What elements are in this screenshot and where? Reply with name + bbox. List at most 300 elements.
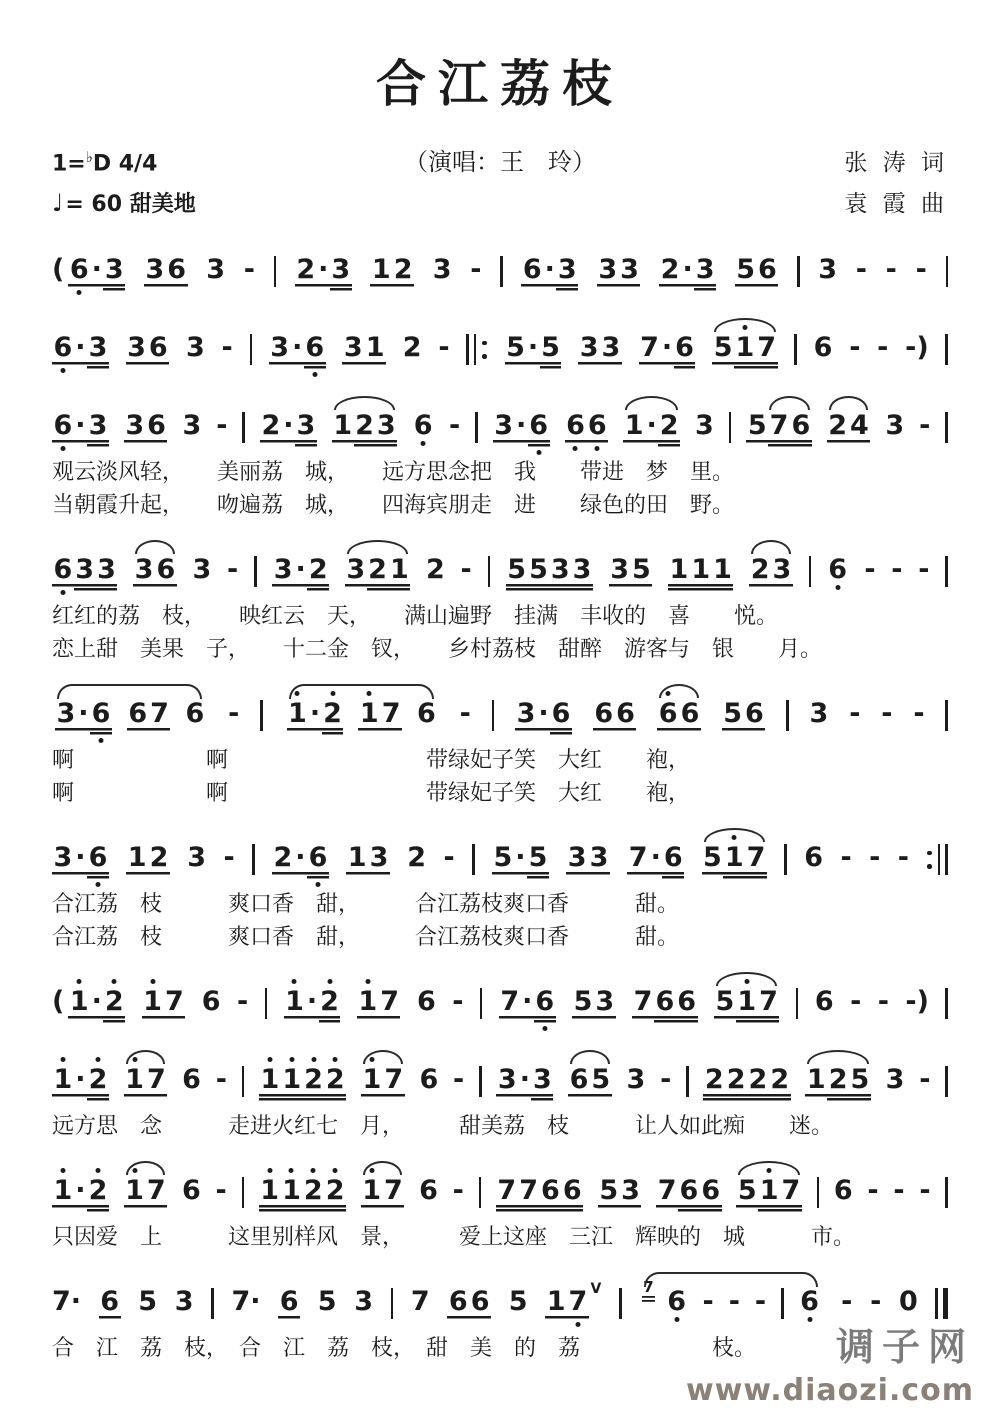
note: 2: [87, 1177, 109, 1219]
note: 7: [627, 844, 649, 886]
note: 5: [590, 1066, 612, 1108]
octave-dot-below: [536, 450, 541, 455]
note: ·: [521, 988, 534, 1030]
note: ·: [291, 334, 304, 376]
note-group: [284, 988, 341, 1030]
octave-dot-above: [77, 979, 82, 984]
slur-group: [52, 700, 207, 742]
note: 3: [496, 1066, 518, 1108]
note: 3: [566, 844, 588, 886]
token-cluster: [52, 988, 125, 1030]
system-2: [52, 314, 948, 378]
note: 5: [506, 556, 528, 598]
meta-row-2: [52, 185, 948, 218]
note: 1: [52, 1177, 74, 1219]
note: 3: [432, 254, 452, 285]
octave-dot-above: [333, 1168, 338, 1173]
note: ·: [74, 844, 87, 886]
octave-dot-above: [311, 1057, 316, 1062]
note: 6: [790, 412, 812, 454]
note: 1: [758, 1177, 780, 1219]
note: 6: [561, 1177, 583, 1219]
barline: [945, 988, 948, 1019]
note-group: [287, 700, 344, 742]
octave-dot-below: [95, 882, 100, 887]
note: 5: [735, 256, 757, 298]
barline: [488, 556, 491, 587]
octave-dot-above: [292, 979, 297, 984]
note: 3: [619, 256, 641, 298]
note: 3: [609, 556, 631, 598]
note: ·: [74, 1177, 87, 1219]
note: 6: [550, 700, 572, 742]
note-group: [260, 412, 317, 454]
note: 3: [133, 556, 155, 598]
duration-dash: -: [881, 698, 893, 729]
note: 2: [367, 556, 389, 598]
note: 2: [148, 844, 170, 886]
note: 2: [658, 412, 680, 454]
barline: [817, 1177, 820, 1208]
note-group-slurred: [749, 556, 793, 598]
octave-dot-below: [835, 585, 840, 590]
note: 3: [549, 556, 571, 598]
note-group: [566, 844, 610, 886]
lyrics-line: 啊 啊 带绿妃子笑 大红 袍，: [52, 781, 691, 806]
octave-dot-above: [732, 835, 737, 840]
barline: [784, 844, 787, 875]
note: ·: [660, 334, 673, 376]
note-group: [99, 1288, 121, 1330]
octave-dot-above: [289, 1057, 294, 1062]
barline: [474, 334, 477, 365]
note-text: -): [905, 332, 929, 363]
note-group: [357, 988, 401, 1030]
octave-dot-above: [60, 1057, 65, 1062]
duration-dash: -: [460, 554, 472, 585]
note: ·: [74, 334, 87, 376]
duration-dash: -: [849, 332, 861, 363]
barline: [480, 988, 483, 1019]
barline: [242, 412, 245, 443]
note: 3: [126, 334, 148, 376]
octave-dot-above: [95, 1057, 100, 1062]
octave-dot-above: [767, 1168, 772, 1173]
note: 3: [187, 842, 207, 873]
note: 2: [322, 700, 344, 742]
note: 7: [145, 1177, 167, 1219]
note-group: [55, 700, 112, 742]
octave-dot-above: [112, 979, 117, 984]
watermark-site-name: 调子网: [835, 1325, 974, 1369]
music-line: [52, 1157, 948, 1221]
octave-dot-above: [267, 1168, 272, 1173]
note-group-slurred: [805, 1066, 870, 1108]
duration-dash: -: [919, 410, 931, 441]
duration-dash: -: [228, 698, 240, 729]
note-group: [593, 700, 637, 742]
barline: [250, 334, 253, 365]
note-group: [703, 1066, 790, 1108]
duration-dash: -: [438, 332, 450, 363]
note: 6: [419, 1064, 439, 1095]
note: 6: [744, 700, 766, 742]
note: 3: [182, 410, 202, 441]
note: 3: [52, 844, 74, 886]
note: 3: [330, 256, 352, 298]
duration-dash: -: [855, 254, 867, 285]
octave-dot-below: [98, 738, 103, 743]
note: ·: [317, 256, 330, 298]
note: 3: [272, 556, 294, 598]
note-text: (: [52, 986, 65, 1017]
note: 3: [55, 700, 77, 742]
note-group: [52, 334, 109, 376]
note: 6: [417, 698, 436, 729]
duration-dash: -: [216, 410, 228, 441]
note: 3: [809, 698, 829, 729]
note: 7·: [52, 1286, 82, 1317]
duration-dash: -: [893, 1175, 905, 1206]
note: 7: [656, 1177, 678, 1219]
lyrics-line: 合江荔 枝 爽口香 甜， 合江荔枝爽口香 甜。: [52, 925, 680, 950]
flat-icon: ♭: [85, 147, 93, 166]
barline: [475, 412, 478, 443]
barline: [809, 556, 812, 587]
repeat-end-barline: [926, 844, 948, 875]
octave-dot-below: [595, 446, 600, 451]
note: 5: [540, 334, 562, 376]
octave-dot-above: [744, 979, 749, 984]
note-group: [272, 844, 329, 886]
note-group: [545, 1288, 589, 1330]
note: 2: [103, 988, 125, 1030]
note: 3: [375, 412, 397, 454]
note: 6: [534, 988, 556, 1030]
barline: [945, 412, 948, 443]
octave-dot-above: [742, 325, 747, 330]
lyrics-line: 远方思 念 走进火红七 月， 甜美荔 枝 让人如此痴 迷。: [52, 1114, 834, 1139]
note-group-slurred: [361, 1177, 405, 1219]
note: 3: [818, 254, 838, 285]
octave-dot-below: [807, 1317, 812, 1322]
note: 3: [345, 556, 367, 598]
duration-dash: -: [841, 1286, 853, 1317]
octave-dot-above: [369, 1168, 374, 1173]
note: 1: [346, 844, 368, 886]
note: 3: [493, 412, 515, 454]
note: 5: [317, 1286, 337, 1317]
note: 2: [295, 256, 317, 298]
note: 2: [407, 842, 427, 873]
duration-dash: -: [840, 842, 852, 873]
note: 2: [769, 1066, 791, 1108]
note-text: (: [52, 254, 65, 285]
note-group-slurred: [133, 556, 177, 598]
note: 6: [586, 412, 608, 454]
duration-dash: -: [885, 254, 897, 285]
note-group: [565, 412, 609, 454]
note: ·: [308, 700, 321, 742]
note: 2: [392, 256, 414, 298]
note: 1: [259, 1066, 281, 1108]
note: 6: [676, 988, 698, 1030]
note: 6: [52, 412, 74, 454]
note-group-slurred: [657, 700, 701, 742]
barline: [796, 988, 799, 1019]
barline: [500, 256, 503, 287]
music-line: [52, 1046, 948, 1110]
note-group: [722, 700, 766, 742]
note: 1: [142, 988, 164, 1030]
note-group: [666, 1288, 688, 1330]
note: 1: [259, 1177, 281, 1219]
music-line: [52, 968, 948, 1032]
note: 3: [87, 412, 109, 454]
octave-dot-above: [367, 691, 372, 696]
note: ·: [305, 988, 318, 1030]
duration-dash: -: [919, 1175, 931, 1206]
note-group: [505, 334, 562, 376]
note-group: [735, 256, 779, 298]
note: 6: [416, 986, 436, 1017]
lyrics-line: 恋上甜 美果 子， 十二金 钗， 乡村荔枝 甜醉 游客与 银 月。: [52, 637, 823, 662]
note: 6: [540, 1177, 562, 1219]
note: 1: [357, 988, 379, 1030]
note: 6: [304, 334, 326, 376]
barline: [797, 256, 800, 287]
quarter-note-icon: ♩: [52, 189, 64, 217]
note: 2: [827, 412, 849, 454]
barline: [946, 256, 949, 287]
note: 6: [678, 1177, 700, 1219]
note: 3: [103, 256, 125, 298]
note-group: [639, 334, 696, 376]
duration-dash: -: [452, 1175, 464, 1206]
note: 5: [746, 412, 768, 454]
note-group: [659, 256, 716, 298]
duration-dash: -: [869, 842, 881, 873]
note: 6: [469, 1288, 491, 1330]
note-group-slurred: [124, 1066, 168, 1108]
key-prefix: 1=: [52, 151, 86, 176]
octave-dot-above: [295, 691, 300, 696]
note: 3: [626, 1064, 646, 1095]
duration-dash: -: [915, 254, 927, 285]
note-group: [52, 412, 109, 454]
note: 6: [99, 1288, 121, 1330]
song-title: 合江荔枝: [376, 54, 624, 113]
octave-dot-above: [95, 1168, 100, 1173]
note: 5: [598, 1177, 620, 1219]
duration-dash: -: [891, 554, 903, 585]
system-8: [52, 1046, 948, 1143]
music-line: [52, 536, 948, 600]
breath-mark: V: [590, 1281, 602, 1297]
note: 7: [780, 1177, 802, 1219]
note: 6: [146, 412, 168, 454]
note: 5: [527, 844, 549, 886]
barline: [945, 1066, 948, 1097]
note-group: [598, 1177, 642, 1219]
music-line: [52, 314, 948, 378]
note: 3: [185, 332, 205, 363]
note: 7: [745, 844, 767, 886]
note: 7: [499, 988, 521, 1030]
duration-dash: -: [870, 1286, 882, 1317]
performer-credit: （演唱：王 玲）: [403, 148, 596, 176]
note: 2: [659, 256, 681, 298]
note: 1: [361, 1177, 383, 1219]
token-cluster: [52, 256, 125, 298]
note-group-slurred: [623, 412, 680, 454]
note: 5: [631, 556, 653, 598]
system-1: [52, 236, 948, 300]
octave-dot-below: [421, 441, 426, 446]
octave-dot-above: [369, 1057, 374, 1062]
note: 7: [758, 988, 780, 1030]
note: 6: [185, 698, 205, 729]
repeat-dot: [927, 851, 932, 856]
note: 7: [410, 1286, 430, 1317]
duration-dash: -: [754, 1286, 767, 1317]
note: 1: [361, 1066, 383, 1108]
note: 3: [342, 334, 364, 376]
note-group: [52, 556, 117, 598]
note-text: 0: [898, 1286, 918, 1317]
duration-dash: -: [459, 698, 471, 729]
note: 6: [804, 842, 824, 873]
note: 2: [402, 332, 422, 363]
note-group: [68, 256, 125, 298]
note: 3: [368, 844, 390, 886]
note-group: [278, 1288, 300, 1330]
note: 2: [703, 1066, 725, 1108]
barline: [938, 844, 941, 875]
note-group-slurred: [345, 556, 410, 598]
note: 7: [496, 1177, 518, 1219]
note: 3: [354, 1286, 373, 1317]
note: 5: [712, 334, 734, 376]
note-group: [656, 1177, 721, 1219]
note: 6: [700, 1177, 722, 1219]
octave-dot-above: [330, 691, 335, 696]
barline: [242, 1066, 245, 1097]
note-group-slurred: [712, 334, 777, 376]
note: ·: [681, 256, 694, 298]
barline: [935, 1288, 938, 1319]
note: 3: [597, 256, 619, 298]
note: 1: [388, 556, 410, 598]
note: 6: [528, 412, 550, 454]
duration-dash: -: [918, 554, 930, 585]
key-rest: D 4/4: [92, 151, 158, 176]
duration-dash: -: [913, 698, 925, 729]
note: 6: [127, 700, 149, 742]
system-3: [52, 392, 948, 522]
note: ·: [77, 700, 90, 742]
barline: [492, 700, 495, 731]
note: 6: [568, 1066, 590, 1108]
note: 2: [319, 988, 341, 1030]
duration-dash: -: [443, 842, 455, 873]
barline: [466, 334, 469, 365]
note: 7: [380, 700, 402, 742]
note: 2: [354, 412, 376, 454]
note: 6: [521, 256, 543, 298]
repeat-dots: [482, 334, 487, 365]
note: ·: [90, 988, 103, 1030]
note-group: [142, 988, 186, 1030]
lyrics-line: 只因爱 上 这里别样风 景， 爱上这座 三江 辉映的 城 市。: [52, 1225, 856, 1250]
note-group: [412, 412, 434, 454]
watermark-site-url: www.diaozi.com: [685, 1372, 974, 1408]
score: [52, 236, 948, 1365]
octave-dot-above: [365, 979, 370, 984]
duration-dash: -: [850, 986, 862, 1017]
tempo-text: = 60 甜美地: [65, 192, 196, 217]
barline: [479, 1066, 482, 1097]
duration-dash: -: [453, 1064, 465, 1095]
note: ·: [74, 1066, 87, 1108]
note-group: [259, 1177, 346, 1219]
note: ·: [294, 844, 307, 886]
note: 3: [620, 1177, 642, 1219]
composer-credit: 袁 霞 曲: [844, 191, 948, 217]
note: 3: [694, 256, 716, 298]
octave-dot-above: [327, 979, 332, 984]
octave-dot-below: [77, 290, 82, 295]
note: 7: [639, 334, 661, 376]
note-group-slurred: [568, 1066, 612, 1108]
note-group: [295, 256, 352, 298]
note: ·: [543, 256, 556, 298]
note: 3: [144, 256, 166, 298]
note: 6: [657, 700, 679, 742]
note: 6: [181, 1175, 201, 1206]
note-group: [370, 256, 414, 298]
note: ·: [649, 844, 662, 886]
note: 6: [814, 986, 834, 1017]
note: 5: [714, 988, 736, 1030]
note: 6: [52, 556, 74, 598]
note: 5: [505, 334, 527, 376]
note-group: [68, 988, 125, 1030]
tempo-marking: [52, 187, 334, 218]
note: 6: [278, 1288, 300, 1330]
note: 3: [87, 334, 109, 376]
note: 6: [565, 412, 587, 454]
note: 2: [307, 556, 329, 598]
note: 6: [201, 986, 221, 1017]
note: 2: [725, 1066, 747, 1108]
note: 7: [145, 1066, 167, 1108]
note: 3: [192, 554, 212, 585]
note-group: [668, 556, 733, 598]
note: 6: [666, 1288, 688, 1330]
note: 6: [155, 556, 177, 598]
note: ·: [526, 334, 539, 376]
octave-dot-above: [666, 691, 671, 696]
note-group: [492, 844, 549, 886]
key-signature: [52, 148, 334, 176]
barline: [786, 700, 789, 731]
note: 1: [124, 1066, 146, 1108]
note: 1: [805, 1066, 827, 1108]
note: 1: [52, 1066, 74, 1108]
note-group: [609, 556, 653, 598]
note: 3: [885, 1064, 905, 1095]
